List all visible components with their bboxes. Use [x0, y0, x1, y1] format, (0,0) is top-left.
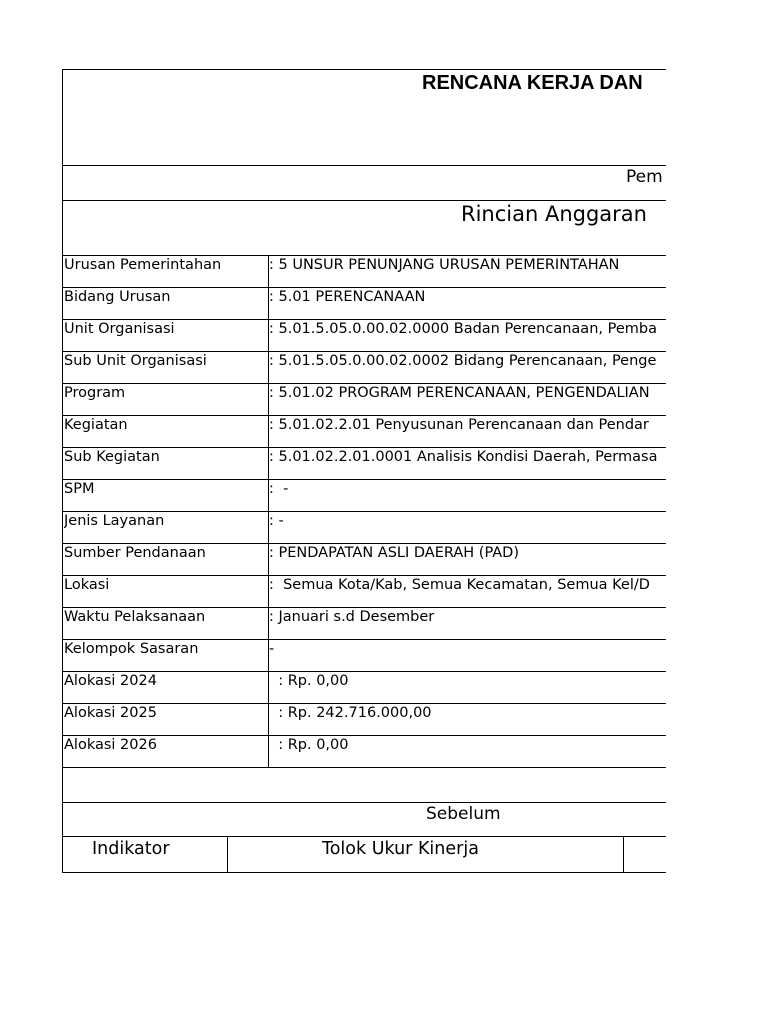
- border-top: [62, 69, 666, 70]
- info-row-value: : -: [269, 481, 289, 497]
- info-row-label: Bidang Urusan: [64, 289, 171, 305]
- info-row-value: -: [269, 641, 275, 657]
- row-divider: [62, 415, 666, 416]
- divider: [62, 255, 666, 256]
- rka-sheet: [62, 69, 666, 873]
- row-divider: [62, 319, 666, 320]
- info-row-label: Unit Organisasi: [64, 321, 175, 337]
- info-row-value: : Rp. 242.716.000,00: [269, 705, 432, 721]
- info-row-value: : PENDAPATAN ASLI DAERAH (PAD): [269, 545, 520, 561]
- divider: [62, 802, 666, 803]
- row-divider: [62, 383, 666, 384]
- info-row-value: : Januari s.d Desember: [269, 609, 435, 625]
- info-row-label: Kegiatan: [64, 417, 128, 433]
- info-row-label: Alokasi 2026: [64, 737, 157, 753]
- info-row-label: Alokasi 2024: [64, 673, 157, 689]
- info-row-value: : 5.01.5.05.0.00.02.0000 Badan Perencanaan, Pemba: [269, 321, 657, 337]
- info-row-value: : 5.01.02.2.01 Penyusunan Perencanaan dan Pendar: [269, 417, 649, 433]
- document-title: RENCANA KERJA DAN: [422, 72, 643, 94]
- info-row-value: : 5.01 PERENCANAAN: [269, 289, 426, 305]
- sheet-grid: [62, 69, 666, 873]
- border-left: [62, 69, 63, 873]
- row-divider: [62, 703, 666, 704]
- row-divider: [62, 735, 666, 736]
- info-row-label: SPM: [64, 481, 95, 497]
- info-row-value: : Rp. 0,00: [269, 673, 349, 689]
- info-row-label: Lokasi: [64, 577, 110, 593]
- row-divider: [62, 639, 666, 640]
- info-row-value: : 5.01.02.2.01.0001 Analisis Kondisi Daerah, Permasa: [269, 449, 658, 465]
- info-row-label: Alokasi 2025: [64, 705, 157, 721]
- row-divider: [62, 511, 666, 512]
- row-divider: [62, 479, 666, 480]
- info-row-value: : 5.01.5.05.0.00.02.0002 Bidang Perencanaan, Penge: [269, 353, 657, 369]
- column-header-indikator: Indikator: [92, 839, 170, 859]
- info-row-label: Sub Kegiatan: [64, 449, 160, 465]
- info-row-value: : 5.01.02 PROGRAM PERENCANAAN, PENGENDALIAN: [269, 385, 650, 401]
- indikator-section-title: Sebelum: [426, 804, 501, 824]
- divider: [62, 836, 666, 837]
- row-divider: [62, 607, 666, 608]
- column-header-tolok-ukur: Tolok Ukur Kinerja: [322, 839, 479, 859]
- column-divider: [623, 836, 624, 873]
- info-row-label: Sumber Pendanaan: [64, 545, 206, 561]
- row-divider: [62, 767, 666, 768]
- row-divider: [62, 351, 666, 352]
- info-row-value: : 5 UNSUR PENUNJANG URUSAN PEMERINTAHAN: [269, 257, 620, 273]
- border-bottom: [62, 872, 666, 873]
- info-row-value: : Rp. 0,00: [269, 737, 349, 753]
- info-row-value: : -: [269, 513, 284, 529]
- info-row-label: Jenis Layanan: [64, 513, 165, 529]
- info-row-label: Waktu Pelaksanaan: [64, 609, 206, 625]
- column-divider: [227, 836, 228, 873]
- divider: [62, 165, 666, 166]
- info-row-label: Sub Unit Organisasi: [64, 353, 207, 369]
- row-divider: [62, 575, 666, 576]
- document-subtitle: Pem: [626, 167, 663, 187]
- info-row-value: : Semua Kota/Kab, Semua Kecamatan, Semua Kel/D: [269, 577, 650, 593]
- info-row-label: Kelompok Sasaran: [64, 641, 199, 657]
- row-divider: [62, 543, 666, 544]
- section-title: Rincian Anggaran: [461, 202, 647, 226]
- row-divider: [62, 671, 666, 672]
- row-divider: [62, 447, 666, 448]
- row-divider: [62, 287, 666, 288]
- column-divider: [268, 255, 269, 767]
- divider: [62, 200, 666, 201]
- info-row-label: Program: [64, 385, 126, 401]
- info-row-label: Urusan Pemerintahan: [64, 257, 222, 273]
